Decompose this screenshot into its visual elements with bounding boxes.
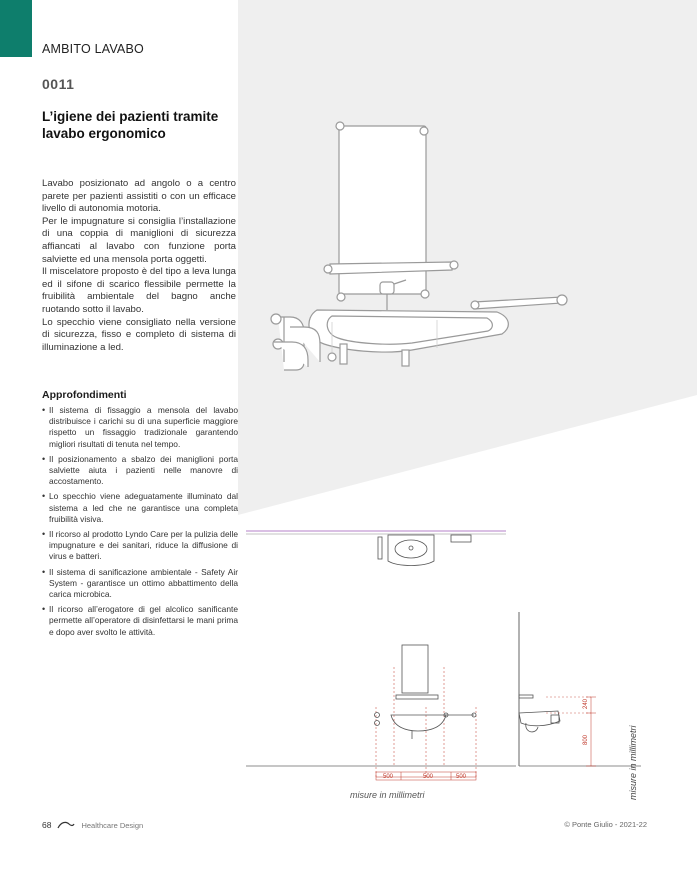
section-label: AMBITO LAVABO bbox=[42, 42, 144, 56]
list-item: • Il sistema di sanificazione ambientale - Safety Air System - garantisce un ottimo abbattimento della carica microbica. bbox=[42, 567, 238, 601]
deep-dive-title: Approfondimenti bbox=[42, 389, 127, 401]
page-title: L’igiene dei pazienti tramite lavabo ergonomico bbox=[42, 109, 219, 141]
list-item: • Lo specchio viene adeguatamente illuminato dal sistema a led che ne garantisce una completa fruibilità visiva. bbox=[42, 491, 238, 525]
dimension-label: 500 bbox=[382, 774, 394, 780]
copyright: © Ponte Giulio - 2021-22 bbox=[564, 820, 647, 829]
page-number: 68 bbox=[42, 820, 52, 830]
deep-dive-list bbox=[42, 405, 238, 642]
product-code: 0011 bbox=[42, 76, 75, 92]
dimension-label: 500 bbox=[455, 774, 467, 780]
list-item: • Il sistema di fissaggio a mensola del lavabo distribuisce i carichi su di una superficie maggiore rispetto un fissaggio tradizionale garantendo migliori risultati di tenuta nel tempo. bbox=[42, 405, 238, 450]
measure-caption: misure in millimetri bbox=[350, 790, 425, 800]
list-item: • Il ricorso all’erogatore di gel alcolico sanificante permette all’operatore di disinfettarsi le mani prima e dopo aver svolto le attività. bbox=[42, 604, 238, 638]
technical-drawing bbox=[246, 517, 666, 787]
dimension-label: 500 bbox=[422, 774, 434, 780]
measure-caption-vertical: misure in millimetri bbox=[628, 725, 638, 800]
dimension-label: 800 bbox=[583, 734, 589, 745]
dimension-label: 240 bbox=[583, 698, 589, 709]
description-paragraph: Lavabo posizionato ad angolo o a centro parete per pazienti assistiti o con un efficace livello di autonomia motoria. bbox=[42, 178, 236, 215]
brand-name: Healthcare Design bbox=[81, 820, 144, 830]
description-paragraph: Il miscelatore proposto è del tipo a leva lunga ed il sifone di scarico flessibile permette la fruibilità ambientale del bagno anche ruotando sotto il lavabo. bbox=[42, 266, 236, 315]
list-item: • Il ricorso al prodotto Lyndo Care per la pulizia delle impugnature e dei sanitari, riduce la diffusione di virus e batteri. bbox=[42, 529, 238, 563]
description-paragraph: Lo specchio viene consigliato nella versione di sicurezza, fisso e completo di sistema di illuminazione a led. bbox=[42, 316, 236, 353]
section-color-tab bbox=[0, 0, 32, 57]
list-item: • Il posizionamento a sbalzo dei maniglioni porta salviette aiuta i pazienti nelle manovre di accostamento. bbox=[42, 454, 238, 488]
description-paragraph: Per le impugnature si consiglia l’installazione di una coppia di maniglioni di sicurezza affiancati al lavabo con funzione porta salviette ed una mensola porta oggetti. bbox=[42, 215, 236, 265]
description bbox=[42, 178, 236, 354]
brand-logo-icon bbox=[57, 821, 75, 829]
sink-illustration bbox=[262, 112, 572, 382]
footer-left bbox=[42, 820, 143, 830]
